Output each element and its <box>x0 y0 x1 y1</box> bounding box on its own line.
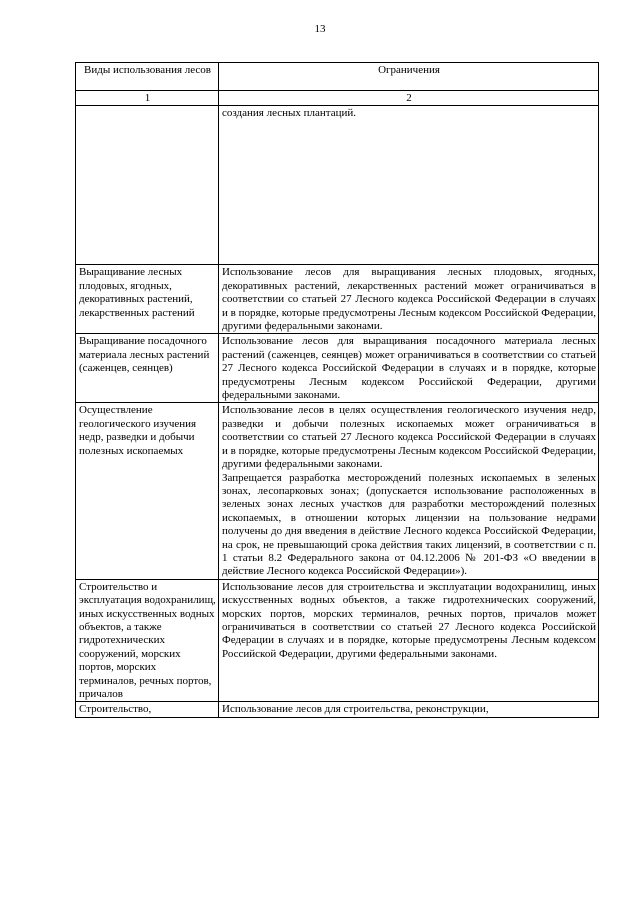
table-row <box>76 265 599 334</box>
restriction-paragraph: Использование лесов для выращивания лесных плодовых, ягодных, декоративных растений, лекарственных растений может ограничиваться в соответствии со статьей 27 Лесного кодекса Российской Федерации в случаях и в порядке, которые предусмотрены Лесным кодексом Российской Федерации, другими федеральными законами. <box>222 266 596 333</box>
page-number: 13 <box>314 23 326 35</box>
column-number-2: 2 <box>219 91 599 106</box>
restriction-paragraph: создания лесных плантаций. <box>222 107 357 120</box>
usage-cell <box>76 106 219 265</box>
usage-cell: Осуществление геологического изучения недр, разведки и добычи полезных ископаемых <box>76 403 219 579</box>
table-header-row <box>76 63 599 91</box>
table-row <box>76 403 599 579</box>
usage-cell: Выращивание лесных плодовых, ягодных, декоративных растений, лекарственных растений <box>76 265 219 334</box>
restrictions-cell <box>219 265 599 334</box>
restriction-paragraph: Использование лесов для строительства, реконструкции, <box>222 703 489 716</box>
header-usage-types: Виды использования лесов <box>76 63 219 91</box>
restrictions-cell <box>219 579 599 702</box>
restriction-paragraph: Использование лесов для строительства и эксплуатации водохранилищ, иных искусственных водных объектов, а также гидротехнических сооружений, морских портов, морских терминалов, речных портов, причалов может ограничиваться в соответствии со статьей 27 Лесного кодекса Российской Федерации в случаях и в порядке, которые предусмотрены Лесным кодексом Российской Федерации, другими федеральными законами. <box>222 580 596 660</box>
usage-cell: Выращивание посадочного материала лесных растений (саженцев, сеянцев) <box>76 334 219 403</box>
restriction-paragraph: Запрещается разработка месторождений полезных ископаемых в зеленых зонах, лесопарковых зонах; (допускается использование расположенных в зеленых зонах лесных участков для разработки месторождений полезных ископаемых, в отношении которых лицензии на пользование недрами получены до дня введения в действие Лесного кодекса Российской Федерации, на срок, не превышающий срока действия таких лицензий, в соответствии с п. 1 статьи 8.2 Федерального закона от 04.12.2006 № 201-ФЗ «О введении в действие Лесного кодекса Российской Федерации»). <box>222 471 596 578</box>
restrictions-table <box>75 62 599 718</box>
restrictions-cell <box>219 403 599 579</box>
restriction-paragraph: Использование лесов в целях осуществления геологического изучения недр, разведки и добычи полезных ископаемых может ограничиваться в соответствии со статьей 27 Лесного кодекса Российской Федерации в случаях и в порядке, которые предусмотрены Лесным кодексом Российской Федерации, другими федеральными законами. <box>222 404 596 471</box>
restrictions-cell <box>219 702 599 717</box>
usage-cell: Строительство, <box>76 702 219 717</box>
restriction-paragraph: Использование лесов для выращивания посадочного материала лесных растений (саженцев, сеянцев) может ограничиваться в соответствии со статьей 27 Лесного кодекса Российской Федерации в случаях и в порядке, которые предусмотрены Лесным кодексом Российской Федерации, другими федеральными законами. <box>222 335 596 402</box>
table-row <box>76 106 599 265</box>
usage-cell: Строительство и эксплуатация водохранилищ, иных искусственных водных объектов, а также гидротехнических сооружений, морских портов, морских терминалов, речных портов, причалов <box>76 579 219 702</box>
column-number-1: 1 <box>76 91 219 106</box>
table-row <box>76 334 599 403</box>
column-number-row <box>76 91 599 106</box>
restrictions-cell <box>219 334 599 403</box>
table-row <box>76 702 599 717</box>
table-row <box>76 579 599 702</box>
restrictions-cell <box>219 106 599 265</box>
header-restrictions: Ограничения <box>219 63 599 91</box>
